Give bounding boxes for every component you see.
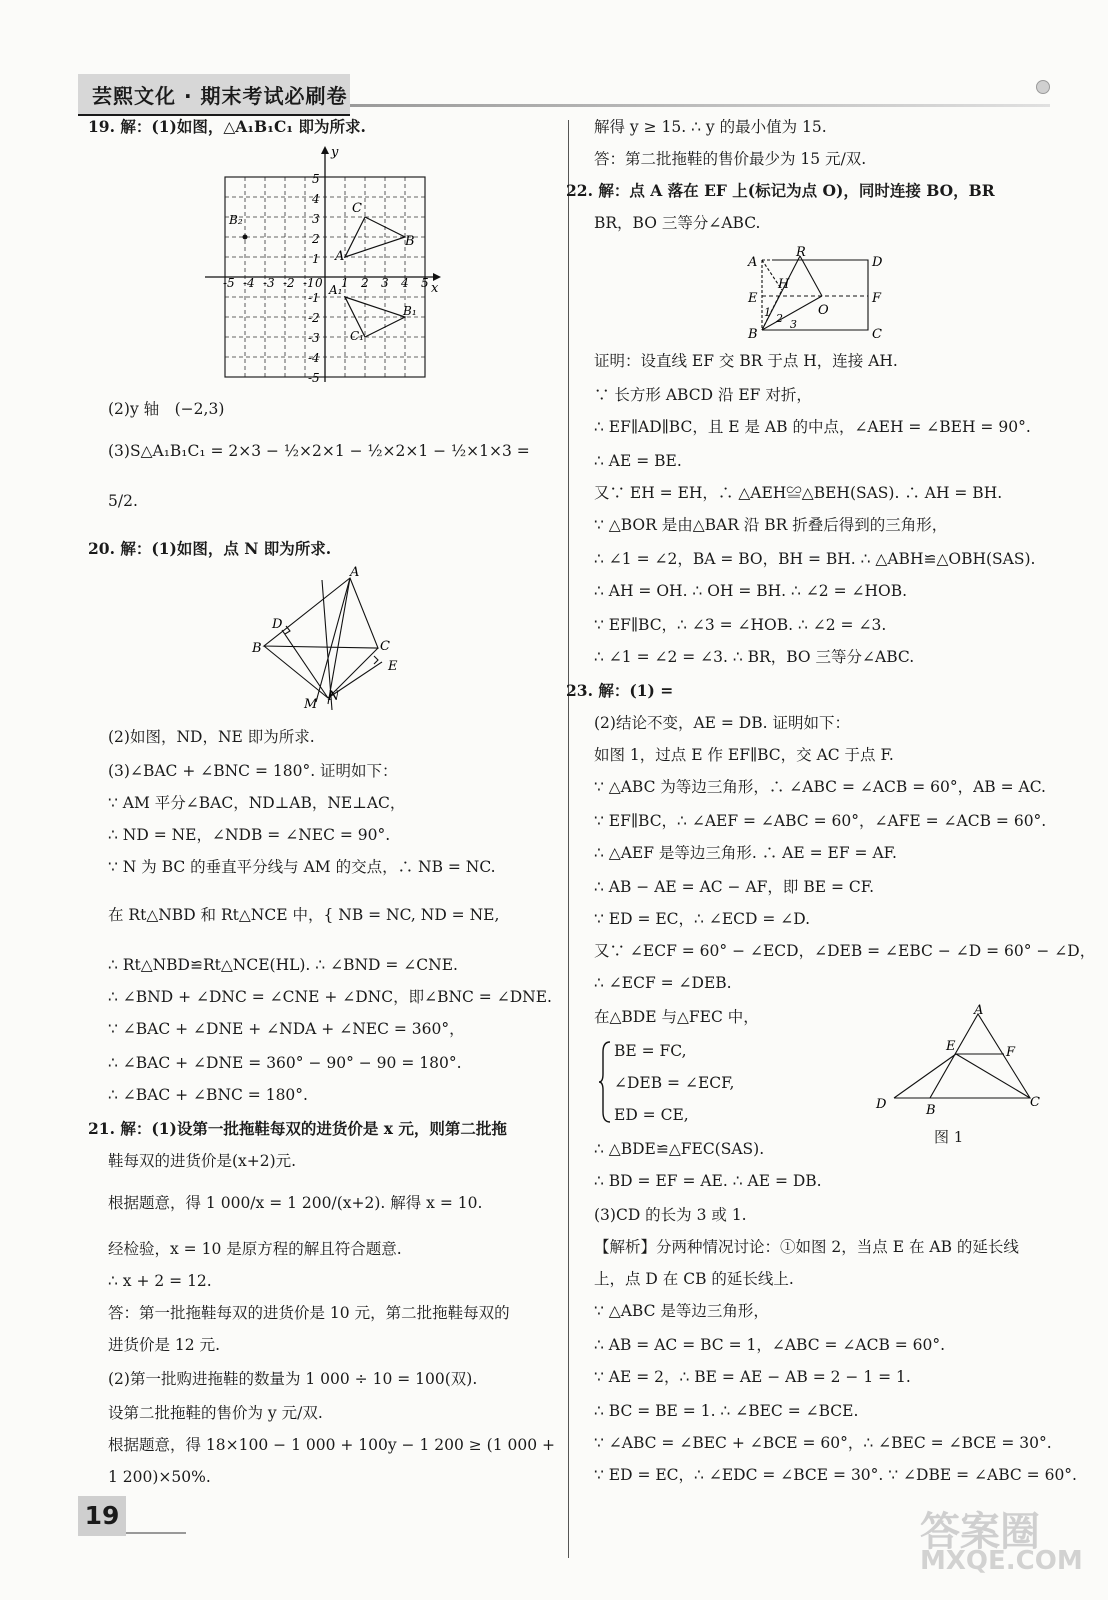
svg-text:-4: -4 [243, 276, 255, 290]
svg-text:A: A [335, 249, 345, 264]
q23-line-1: 23. 解：(1) = [566, 681, 674, 700]
svg-text:-5: -5 [223, 276, 235, 290]
fig22-rectangle-fold [742, 244, 902, 344]
svg-text:B: B [748, 327, 758, 342]
svg-text:4: 4 [312, 192, 320, 206]
svg-text:-2: -2 [283, 276, 295, 290]
q21-line-7: 进货价是 12 元. [108, 1336, 221, 1354]
q22-line-5: ∴ EF∥AD∥BC，且 E 是 AB 的中点，∠AEH = ∠BEH = 90°. [594, 418, 1031, 436]
page-number: 19 [78, 1496, 126, 1536]
q23-line-18: ∴ AB = AC = BC = 1，∠ABC = ∠ACB = 60°. [594, 1336, 946, 1354]
svg-text:2: 2 [776, 312, 783, 325]
q23-line-19: ∵ AE = 2，∴ BE = AE − AB = 2 − 1 = 1. [594, 1368, 911, 1386]
brace-icon [598, 1040, 612, 1124]
q22-line-4: ∵ 长方形 ABCD 沿 EF 对折， [594, 386, 812, 404]
svg-text:C₁: C₁ [350, 329, 364, 343]
q23-line-6: ∴ △AEF 是等边三角形. ∴ AE = EF = AF. [594, 844, 897, 862]
q22-line-12: ∴ ∠1 = ∠2 = ∠3. ∴ BR，BO 三等分∠ABC. [594, 648, 915, 666]
svg-text:D: D [872, 255, 883, 270]
svg-text:1: 1 [341, 276, 349, 290]
svg-text:-5: -5 [308, 371, 320, 382]
q21-line-4: 经检验，x = 10 是原方程的解且符合题意. [108, 1240, 402, 1258]
q20-line-10: ∵ ∠BAC + ∠DNE + ∠NDA + ∠NEC = 360°， [108, 1020, 465, 1038]
svg-text:E: E [388, 659, 398, 674]
svg-text:2: 2 [312, 232, 320, 246]
svg-text:-4: -4 [308, 351, 320, 365]
svg-text:0: 0 [315, 276, 323, 290]
q23-cond-1: BE = FC, [614, 1042, 687, 1060]
svg-text:O: O [818, 303, 829, 318]
q20-line-7: 在 Rt△NBD 和 Rt△NCE 中，{ NB = NC, ND = NE, [108, 906, 500, 924]
fig20-angle-bisector [250, 566, 420, 714]
svg-text:B₁: B₁ [403, 304, 417, 318]
svg-text:B: B [405, 234, 415, 249]
q20-line-6: ∵ N 为 BC 的垂直平分线与 AM 的交点，∴ NB = NC. [108, 858, 496, 876]
svg-text:3: 3 [790, 318, 797, 331]
q22-line-8: ∵ △BOR 是由△BAR 沿 BR 折叠后得到的三角形， [594, 516, 948, 534]
svg-text:M: M [304, 697, 318, 712]
q21-line-6: 答：第一批拖鞋每双的进货价是 10 元，第二批拖鞋每双的 [108, 1304, 510, 1322]
q21-line-2: 鞋每双的进货价是(x+2)元. [108, 1152, 297, 1170]
header-rule [350, 104, 1050, 107]
svg-text:R: R [796, 245, 806, 260]
watermark-logo: 答案圈 [920, 1509, 1040, 1555]
svg-text:C: C [352, 201, 362, 216]
q19-line-2: (2)y 轴 (−2,3) [108, 400, 225, 418]
q20-line-11: ∴ ∠BAC + ∠DNE = 360° − 90° − 90 = 180°. [108, 1054, 462, 1072]
q20-line-8: ∴ Rt△NBD≌Rt△NCE(HL). ∴ ∠BND = ∠CNE. [108, 956, 458, 974]
q21-line-1: 21. 解：(1)设第一批拖鞋每双的进货价是 x 元，则第二批拖 [88, 1119, 507, 1138]
q23-line-16: 上，点 D 在 CB 的延长线上. [594, 1270, 794, 1288]
svg-text:D: D [876, 1097, 887, 1112]
svg-text:4: 4 [401, 276, 409, 290]
fig19-coordinate-grid [205, 142, 445, 382]
svg-text:-3: -3 [263, 276, 275, 290]
q21-line-10: 根据题意，得 18×100 − 1 000 + 100y − 1 200 ≥ (1 000 + [108, 1436, 556, 1454]
svg-text:A: A [350, 566, 360, 580]
q21-line-9: 设第二批拖鞋的售价为 y 元/双. [108, 1404, 323, 1422]
q23-cond-3: ED = CE, [614, 1106, 689, 1124]
q20-line-3: (3)∠BAC + ∠BNC = 180°. 证明如下： [108, 762, 398, 780]
page-number-rule [126, 1532, 186, 1534]
q23-line-5: ∵ EF∥BC，∴ ∠AEF = ∠ABC = 60°，∠AFE = ∠ACB = 60°. [594, 812, 1047, 830]
svg-text:5: 5 [421, 276, 429, 290]
svg-text:5: 5 [312, 172, 320, 186]
svg-text:1: 1 [764, 306, 771, 319]
svg-text:A: A [974, 1004, 984, 1018]
svg-text:-2: -2 [308, 311, 320, 325]
q22-line-10: ∴ AH = OH. ∴ OH = BH. ∴ ∠2 = ∠HOB. [594, 582, 908, 600]
q22-line-7: 又∵ EH = EH，∴ △AEH≌△BEH(SAS). ∴ AH = BH. [594, 484, 1003, 502]
q20-line-12: ∴ ∠BAC + ∠BNC = 180°. [108, 1086, 308, 1104]
q22-line-3: 证明：设直线 EF 交 BR 于点 H，连接 AH. [594, 352, 898, 370]
watermark-url: MXQE.COM [920, 1546, 1083, 1576]
svg-text:x: x [431, 281, 439, 296]
q19-line-4: 5/2. [108, 492, 138, 510]
svg-text:2: 2 [361, 276, 369, 290]
q22-line-6: ∴ AE = BE. [594, 452, 682, 470]
svg-text:C: C [1030, 1095, 1040, 1110]
q23-line-17: ∵ △ABC 是等边三角形， [594, 1302, 769, 1320]
svg-text:-1: -1 [308, 291, 320, 305]
q21-line-11: 1 200)×50%. [108, 1468, 211, 1486]
q23-line-7: ∴ AB − AE = AC − AF，即 BE = CF. [594, 878, 875, 896]
svg-text:E: E [946, 1039, 956, 1054]
q22-line-9: ∴ ∠1 = ∠2，BA = BO，BH = BH. ∴ △ABH≌△OBH(SAS). [594, 550, 1036, 568]
q19-line-3: (3)S△A₁B₁C₁ = 2×3 − ½×2×1 − ½×2×1 − ½×1×3 = [108, 442, 530, 460]
q21-line-3: 根据题意，得 1 000/x = 1 200/(x+2). 解得 x = 10. [108, 1194, 483, 1212]
q19-line-1: 19. 解：(1)如图，△A₁B₁C₁ 即为所求. [88, 117, 366, 136]
svg-text:-3: -3 [308, 331, 320, 345]
svg-text:y: y [331, 145, 339, 160]
svg-text:C: C [872, 327, 882, 342]
q20-line-1: 20. 解：(1)如图，点 N 即为所求. [88, 539, 332, 558]
svg-text:B: B [926, 1103, 936, 1118]
q22-line-11: ∵ EF∥BC，∴ ∠3 = ∠HOB. ∴ ∠2 = ∠3. [594, 616, 887, 634]
q23-line-14: (3)CD 的长为 3 或 1. [594, 1206, 747, 1224]
q23-line-11: 在△BDE 与△FEC 中， [594, 1008, 759, 1026]
svg-text:1: 1 [312, 252, 320, 266]
q20-line-2: (2)如图，ND，NE 即为所求. [108, 728, 315, 746]
fig23-equilateral-triangle [872, 1004, 1048, 1120]
svg-text:3: 3 [381, 276, 389, 290]
svg-text:F: F [1006, 1045, 1016, 1060]
q23-line-21: ∵ ∠ABC = ∠BEC + ∠BCE = 60°，∴ ∠BEC = ∠BCE = 30°. [594, 1434, 1052, 1452]
q23-line-13: ∴ BD = EF = AE. ∴ AE = DB. [594, 1172, 822, 1190]
header-dot [1036, 80, 1050, 94]
q23-line-3: 如图 1，过点 E 作 EF∥BC，交 AC 于点 F. [594, 746, 894, 764]
svg-text:E: E [748, 291, 758, 306]
header-banner [78, 74, 350, 116]
svg-text:A: A [748, 255, 758, 270]
q23-line-4: ∵ △ABC 为等边三角形，∴ ∠ABC = ∠ACB = 60°，AB = AC. [594, 778, 1046, 796]
q22-line-1: 22. 解：点 A 落在 EF 上(标记为点 O)，同时连接 BO，BR [566, 181, 995, 200]
q23-cond-2: ∠DEB = ∠ECF, [614, 1074, 735, 1092]
svg-text:H: H [778, 277, 790, 292]
q23-line-2: (2)结论不变，AE = DB. 证明如下： [594, 714, 850, 732]
q21-line-8: (2)第一批购进拖鞋的数量为 1 000 ÷ 10 = 100(双). [108, 1370, 478, 1388]
q23-line-10: ∴ ∠ECF = ∠DEB. [594, 974, 732, 992]
svg-text:3: 3 [312, 212, 320, 226]
svg-text:-1: -1 [303, 276, 315, 290]
q23-line-20: ∴ BC = BE = 1. ∴ ∠BEC = ∠BCE. [594, 1402, 859, 1420]
svg-text:N: N [328, 689, 340, 704]
q23-line-22: ∵ ED = EC，∴ ∠EDC = ∠BCE = 30°. ∵ ∠DBE = ∠ABC = 60°. [594, 1466, 1077, 1484]
svg-text:A₁: A₁ [329, 283, 343, 297]
q23-line-15: 【解析】分两种情况讨论：①如图 2，当点 E 在 AB 的延长线 [594, 1238, 1019, 1256]
q23-line-9: 又∵ ∠ECF = 60° − ∠ECD，∠DEB = ∠EBC − ∠D = 60° − ∠D， [594, 942, 1096, 960]
q22-line-2: BR，BO 三等分∠ABC. [594, 214, 761, 232]
svg-text:F: F [872, 291, 882, 306]
column-divider [568, 120, 569, 1558]
fig1-caption: 图 1 [934, 1128, 964, 1146]
svg-text:C: C [380, 639, 390, 654]
q23-line-12: ∴ △BDE≌△FEC(SAS). [594, 1140, 765, 1158]
svg-text:B: B [252, 641, 262, 656]
q21-line-13: 答：第二批拖鞋的售价最少为 15 元/双. [594, 150, 867, 168]
q23-line-8: ∵ ED = EC，∴ ∠ECD = ∠D. [594, 910, 811, 928]
q21-line-5: ∴ x + 2 = 12. [108, 1272, 212, 1290]
q21-line-12: 解得 y ≥ 15. ∴ y 的最小值为 15. [594, 118, 827, 136]
q20-line-9: ∴ ∠BND + ∠DNC = ∠CNE + ∠DNC，即∠BNC = ∠DNE. [108, 988, 552, 1006]
svg-text:D: D [272, 617, 283, 632]
q20-line-4: ∵ AM 平分∠BAC，ND⊥AB，NE⊥AC， [108, 794, 406, 812]
header-title: 芸熙文化 · 期末考试必刷卷 [92, 84, 348, 108]
q20-line-5: ∴ ND = NE，∠NDB = ∠NEC = 90°. [108, 826, 391, 844]
svg-text:B₂: B₂ [229, 213, 243, 227]
